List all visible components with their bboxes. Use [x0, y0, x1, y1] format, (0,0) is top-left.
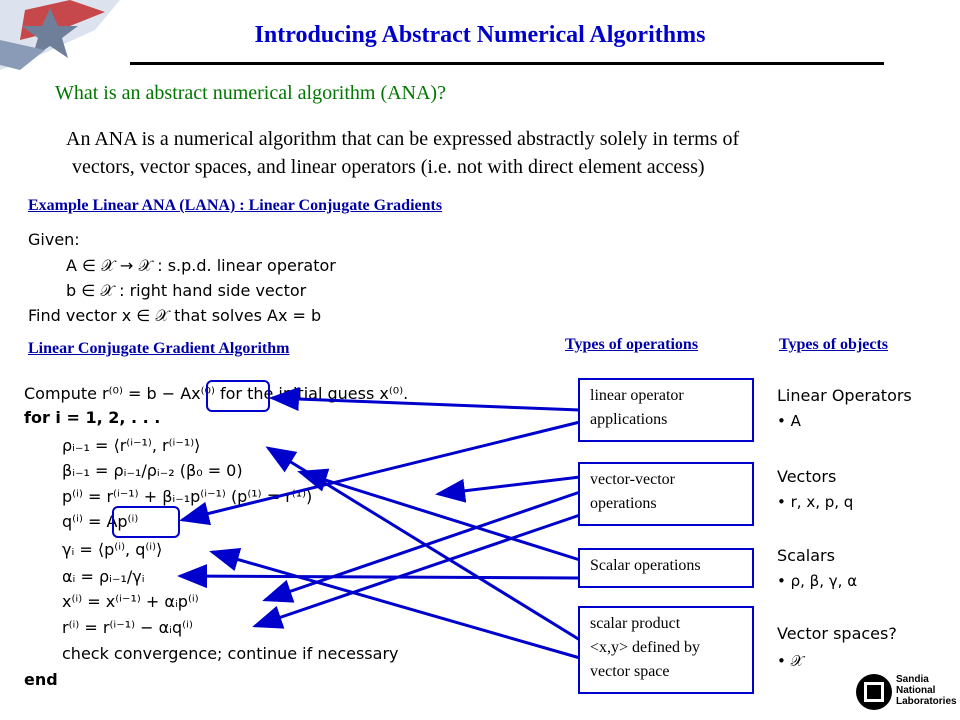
algo-beta: βᵢ₋₁ = ρᵢ₋₁/ρᵢ₋₂ (β₀ = 0)	[62, 461, 243, 480]
object-heading-vector-spaces: Vector spaces?	[777, 624, 897, 643]
op-box-line: linear operator	[590, 387, 684, 404]
algo-p: p⁽ⁱ⁾ = r⁽ⁱ⁻¹⁾ + βᵢ₋₁p⁽ⁱ⁻¹⁾ (p⁽¹⁾ = r⁽¹⁾)	[62, 487, 313, 506]
sandia-logo-text: Sandia National Laboratories	[896, 674, 957, 707]
definition-text	[66, 125, 936, 181]
objects-heading: Types of objects	[779, 336, 889, 353]
algo-end: end	[24, 670, 58, 689]
arrow-scalarops-to-alpha	[180, 576, 580, 578]
object-items-vectors: • r, x, p, q	[777, 493, 854, 511]
op-box-line: <x,y> defined by	[590, 639, 701, 656]
definition-line-2: vectors, vector spaces, and linear operators (i.e. not with direct element access)	[72, 156, 705, 178]
algo-q: q⁽ⁱ⁾ = Ap⁽ⁱ⁾	[62, 512, 139, 531]
object-items-vector-spaces: • 𝒳	[777, 652, 804, 670]
ax0-highlight-box	[206, 380, 270, 412]
arrow-vecvec-to-r	[255, 515, 580, 626]
op-box-line: vector-vector	[590, 471, 675, 488]
given-label: Given:	[28, 230, 80, 249]
algo-gamma: γᵢ = ⟨p⁽ⁱ⁾, q⁽ⁱ⁾⟩	[62, 540, 163, 559]
object-items-scalars: • ρ, β, γ, α	[777, 572, 858, 590]
algo-x: x⁽ⁱ⁾ = x⁽ⁱ⁻¹⁾ + αᵢp⁽ⁱ⁾	[62, 592, 199, 611]
op-box-scalar-operations	[578, 548, 754, 588]
example-heading: Example Linear ANA (LANA) : Linear Conjugate Gradients	[28, 197, 443, 214]
arrow-scalarprod-to-gamma	[212, 552, 580, 658]
op-box-line: operations	[590, 495, 657, 512]
object-items-linear-operators: • A	[777, 412, 801, 430]
object-heading-scalars: Scalars	[777, 546, 835, 565]
op-box-scalar-product	[578, 606, 754, 694]
operations-heading: Types of operations	[565, 336, 699, 353]
algorithm-heading: Linear Conjugate Gradient Algorithm	[28, 340, 290, 357]
page-title: Introducing Abstract Numerical Algorithms	[254, 22, 706, 48]
op-box-line: applications	[590, 411, 668, 428]
given-b-line: b ∈ 𝒳 : right hand side vector	[66, 281, 307, 300]
given-a-line: A ∈ 𝒳 → 𝒳 : s.p.d. linear operator	[66, 256, 336, 275]
object-heading-linear-operators: Linear Operators	[777, 386, 912, 405]
question-text: What is an abstract numerical algorithm (ANA)?	[55, 82, 446, 104]
algo-alpha: αᵢ = ρᵢ₋₁/γᵢ	[62, 567, 145, 586]
algo-r: r⁽ⁱ⁾ = r⁽ⁱ⁻¹⁾ − αᵢq⁽ⁱ⁾	[62, 618, 193, 637]
algo-rho: ρᵢ₋₁ = ⟨r⁽ⁱ⁻¹⁾, r⁽ⁱ⁻¹⁾⟩	[62, 436, 201, 455]
op-box-line: vector space	[590, 663, 670, 680]
op-box-line: Scalar operations	[590, 557, 701, 574]
algo-for: for i = 1, 2, . . .	[24, 408, 161, 427]
algo-compute: Compute r⁽⁰⁾ = b − Ax⁽⁰⁾ for the initial guess x⁽⁰⁾.	[24, 384, 409, 403]
arrow-vecvec-to-x	[265, 492, 580, 600]
op-box-linear-operator	[578, 378, 754, 442]
arrow-vecvec-to-p	[438, 477, 580, 494]
op-box-line: scalar product	[590, 615, 681, 632]
ap-highlight-box	[112, 506, 180, 538]
object-heading-vectors: Vectors	[777, 467, 837, 486]
definition-line-1: An ANA is a numerical algorithm that can be expressed abstractly solely in terms of	[66, 128, 740, 150]
arrow-scalarprod-to-rho	[268, 448, 580, 640]
op-box-vector-vector	[578, 462, 754, 526]
arrow-scalarops-to-beta	[300, 472, 580, 560]
sandia-logo-icon	[856, 674, 892, 710]
algo-check: check convergence; continue if necessary	[62, 644, 399, 663]
title-divider	[130, 62, 884, 65]
find-line: Find vector x ∈ 𝒳 that solves Ax = b	[28, 306, 322, 325]
